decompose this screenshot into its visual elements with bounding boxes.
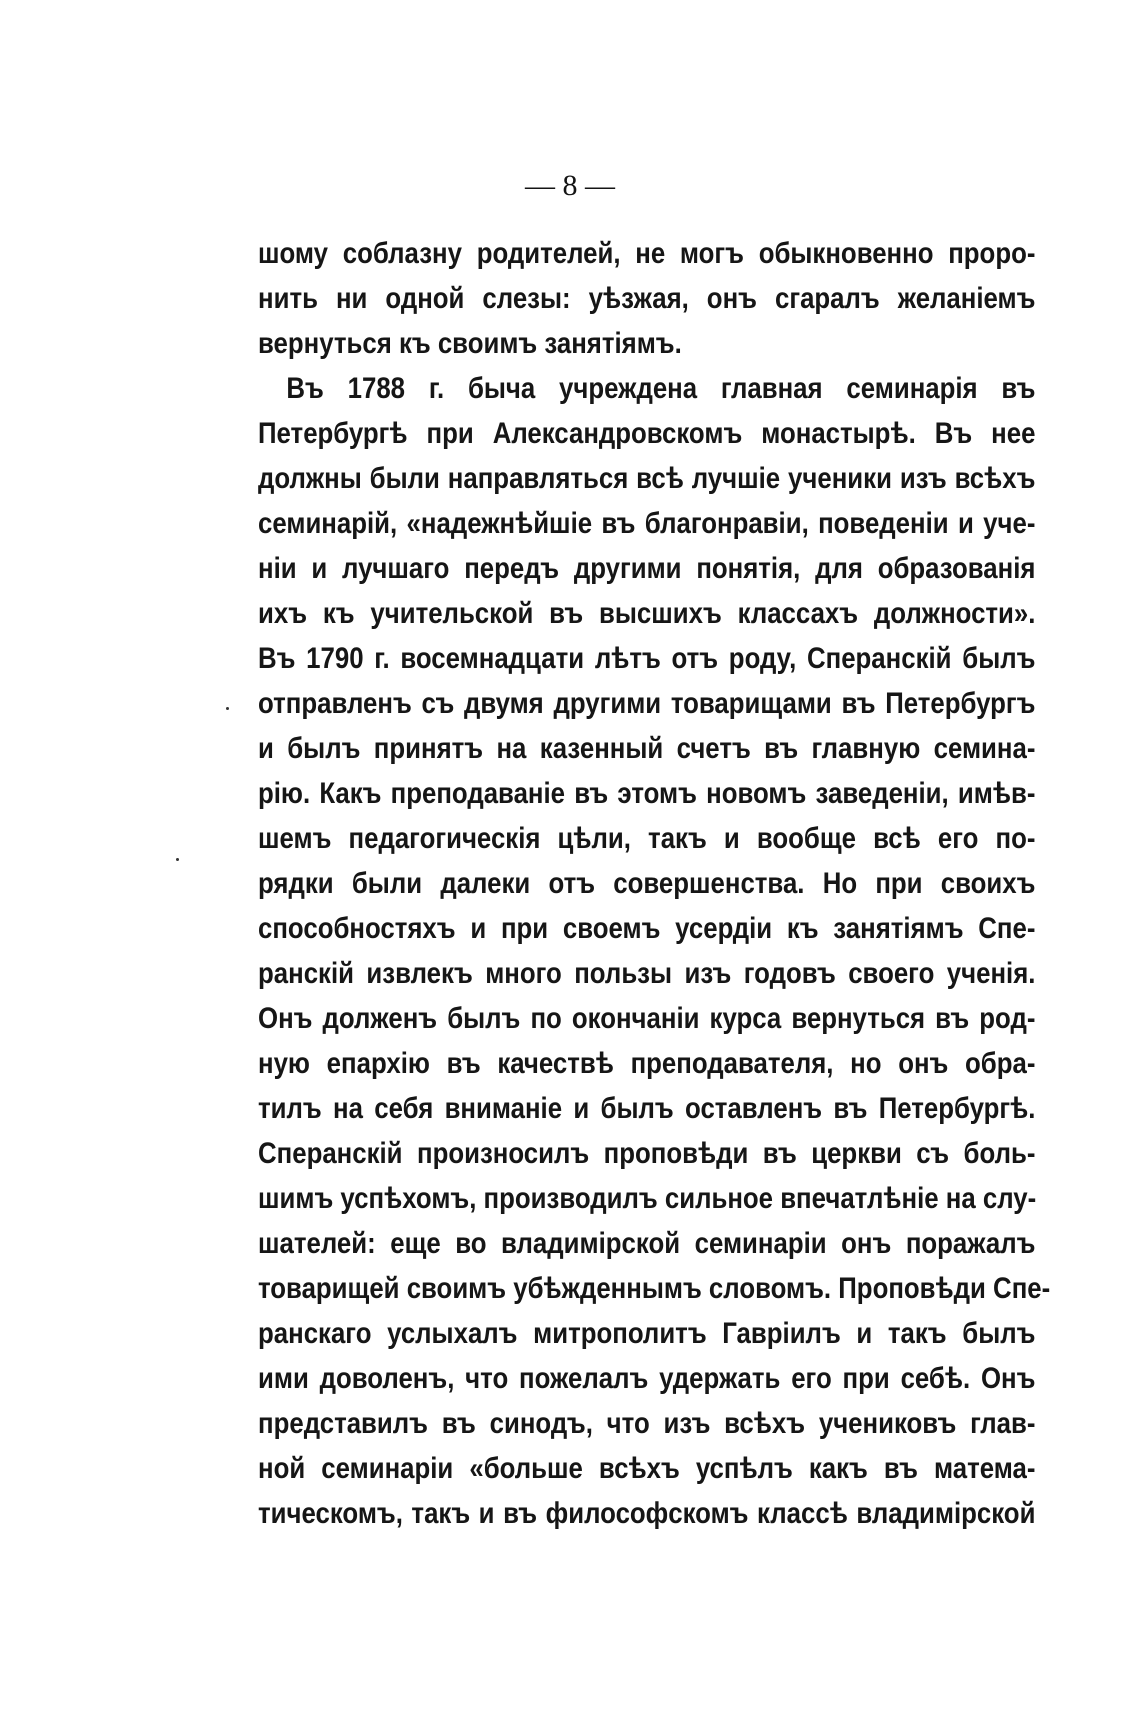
text-line: Онъ долженъ былъ по окончаніи курса вернуться въ род-: [258, 1002, 1036, 1035]
text-line: способностяхъ и при своемъ усердіи къ занятіямъ Спе-: [258, 912, 1036, 945]
text-line: должны были направляться всѣ лучшіе ученики изъ всѣхъ: [258, 462, 1036, 495]
text-line: представилъ въ синодъ, что изъ всѣхъ учениковъ глав-: [258, 1407, 1036, 1440]
text-line: шателей: еще во владимірской семинаріи онъ поражалъ: [258, 1227, 1036, 1260]
text-line: рію. Какъ преподаваніе въ этомъ новомъ заведеніи, имѣв-: [258, 777, 1036, 810]
text-line: отправленъ съ двумя другими товарищами въ Петербургъ: [258, 687, 1036, 720]
text-line: семинарій, «надежнѣйшіе въ благонравіи, поведеніи и уче-: [258, 507, 1036, 540]
text-line: нить ни одной слезы: уѣзжая, онъ сгаралъ желаніемъ: [258, 282, 1036, 315]
page-number: — 8 —: [525, 169, 615, 202]
text-line: ранскій извлекъ много пользы изъ годовъ своего ученія.: [258, 957, 1036, 990]
text-line: Въ 1788 г. быча учреждена главная семинарія въ: [286, 372, 1036, 405]
text-line: шемъ педагогическія цѣли, такъ и вообще всѣ его по-: [258, 822, 1036, 855]
text-line: и былъ принятъ на казенный счетъ въ главную семина-: [258, 732, 1036, 765]
text-line: Въ 1790 г. восемнадцати лѣтъ отъ роду, Сперанскій былъ: [258, 642, 1036, 675]
print-speck: [226, 707, 229, 710]
text-line: товарищей своимъ убѣжденнымъ словомъ. Проповѣди Спе-: [258, 1272, 1051, 1305]
text-line: ной семинаріи «больше всѣхъ успѣлъ какъ въ матема-: [258, 1452, 1036, 1485]
text-line: тическомъ, такъ и въ философскомъ классѣ владимірской: [258, 1497, 1036, 1530]
text-line: тилъ на себя вниманіе и былъ оставленъ въ Петербургѣ.: [258, 1092, 1036, 1125]
text-line: рядки были далеки отъ совершенства. Но при своихъ: [258, 867, 1036, 900]
text-line: Петербургѣ при Александровскомъ монастырѣ. Въ нее: [258, 417, 1036, 450]
text-line: Сперанскій произносилъ проповѣди въ церкви съ боль-: [258, 1137, 1036, 1170]
text-line: шимъ успѣхомъ, производилъ сильное впечатлѣніе на слу-: [258, 1182, 1037, 1215]
text-line: вернуться къ своимъ занятіямъ.: [258, 327, 682, 360]
text-line: шому соблазну родителей, не могъ обыкновенно проро-: [258, 237, 1036, 270]
text-line: ніи и лучшаго передъ другими понятія, для образованія: [258, 552, 1036, 585]
text-line: ранскаго услыхалъ митрополитъ Гавріилъ и такъ былъ: [258, 1317, 1036, 1350]
text-line: ихъ къ учительской въ высшихъ классахъ должности».: [258, 597, 1036, 630]
text-line: ную епархію въ качествѣ преподавателя, но онъ обра-: [258, 1047, 1036, 1080]
body-text: [258, 231, 1051, 1536]
print-speck: [176, 858, 179, 861]
text-line: ими доволенъ, что пожелалъ удержать его при себѣ. Онъ: [258, 1362, 1036, 1395]
